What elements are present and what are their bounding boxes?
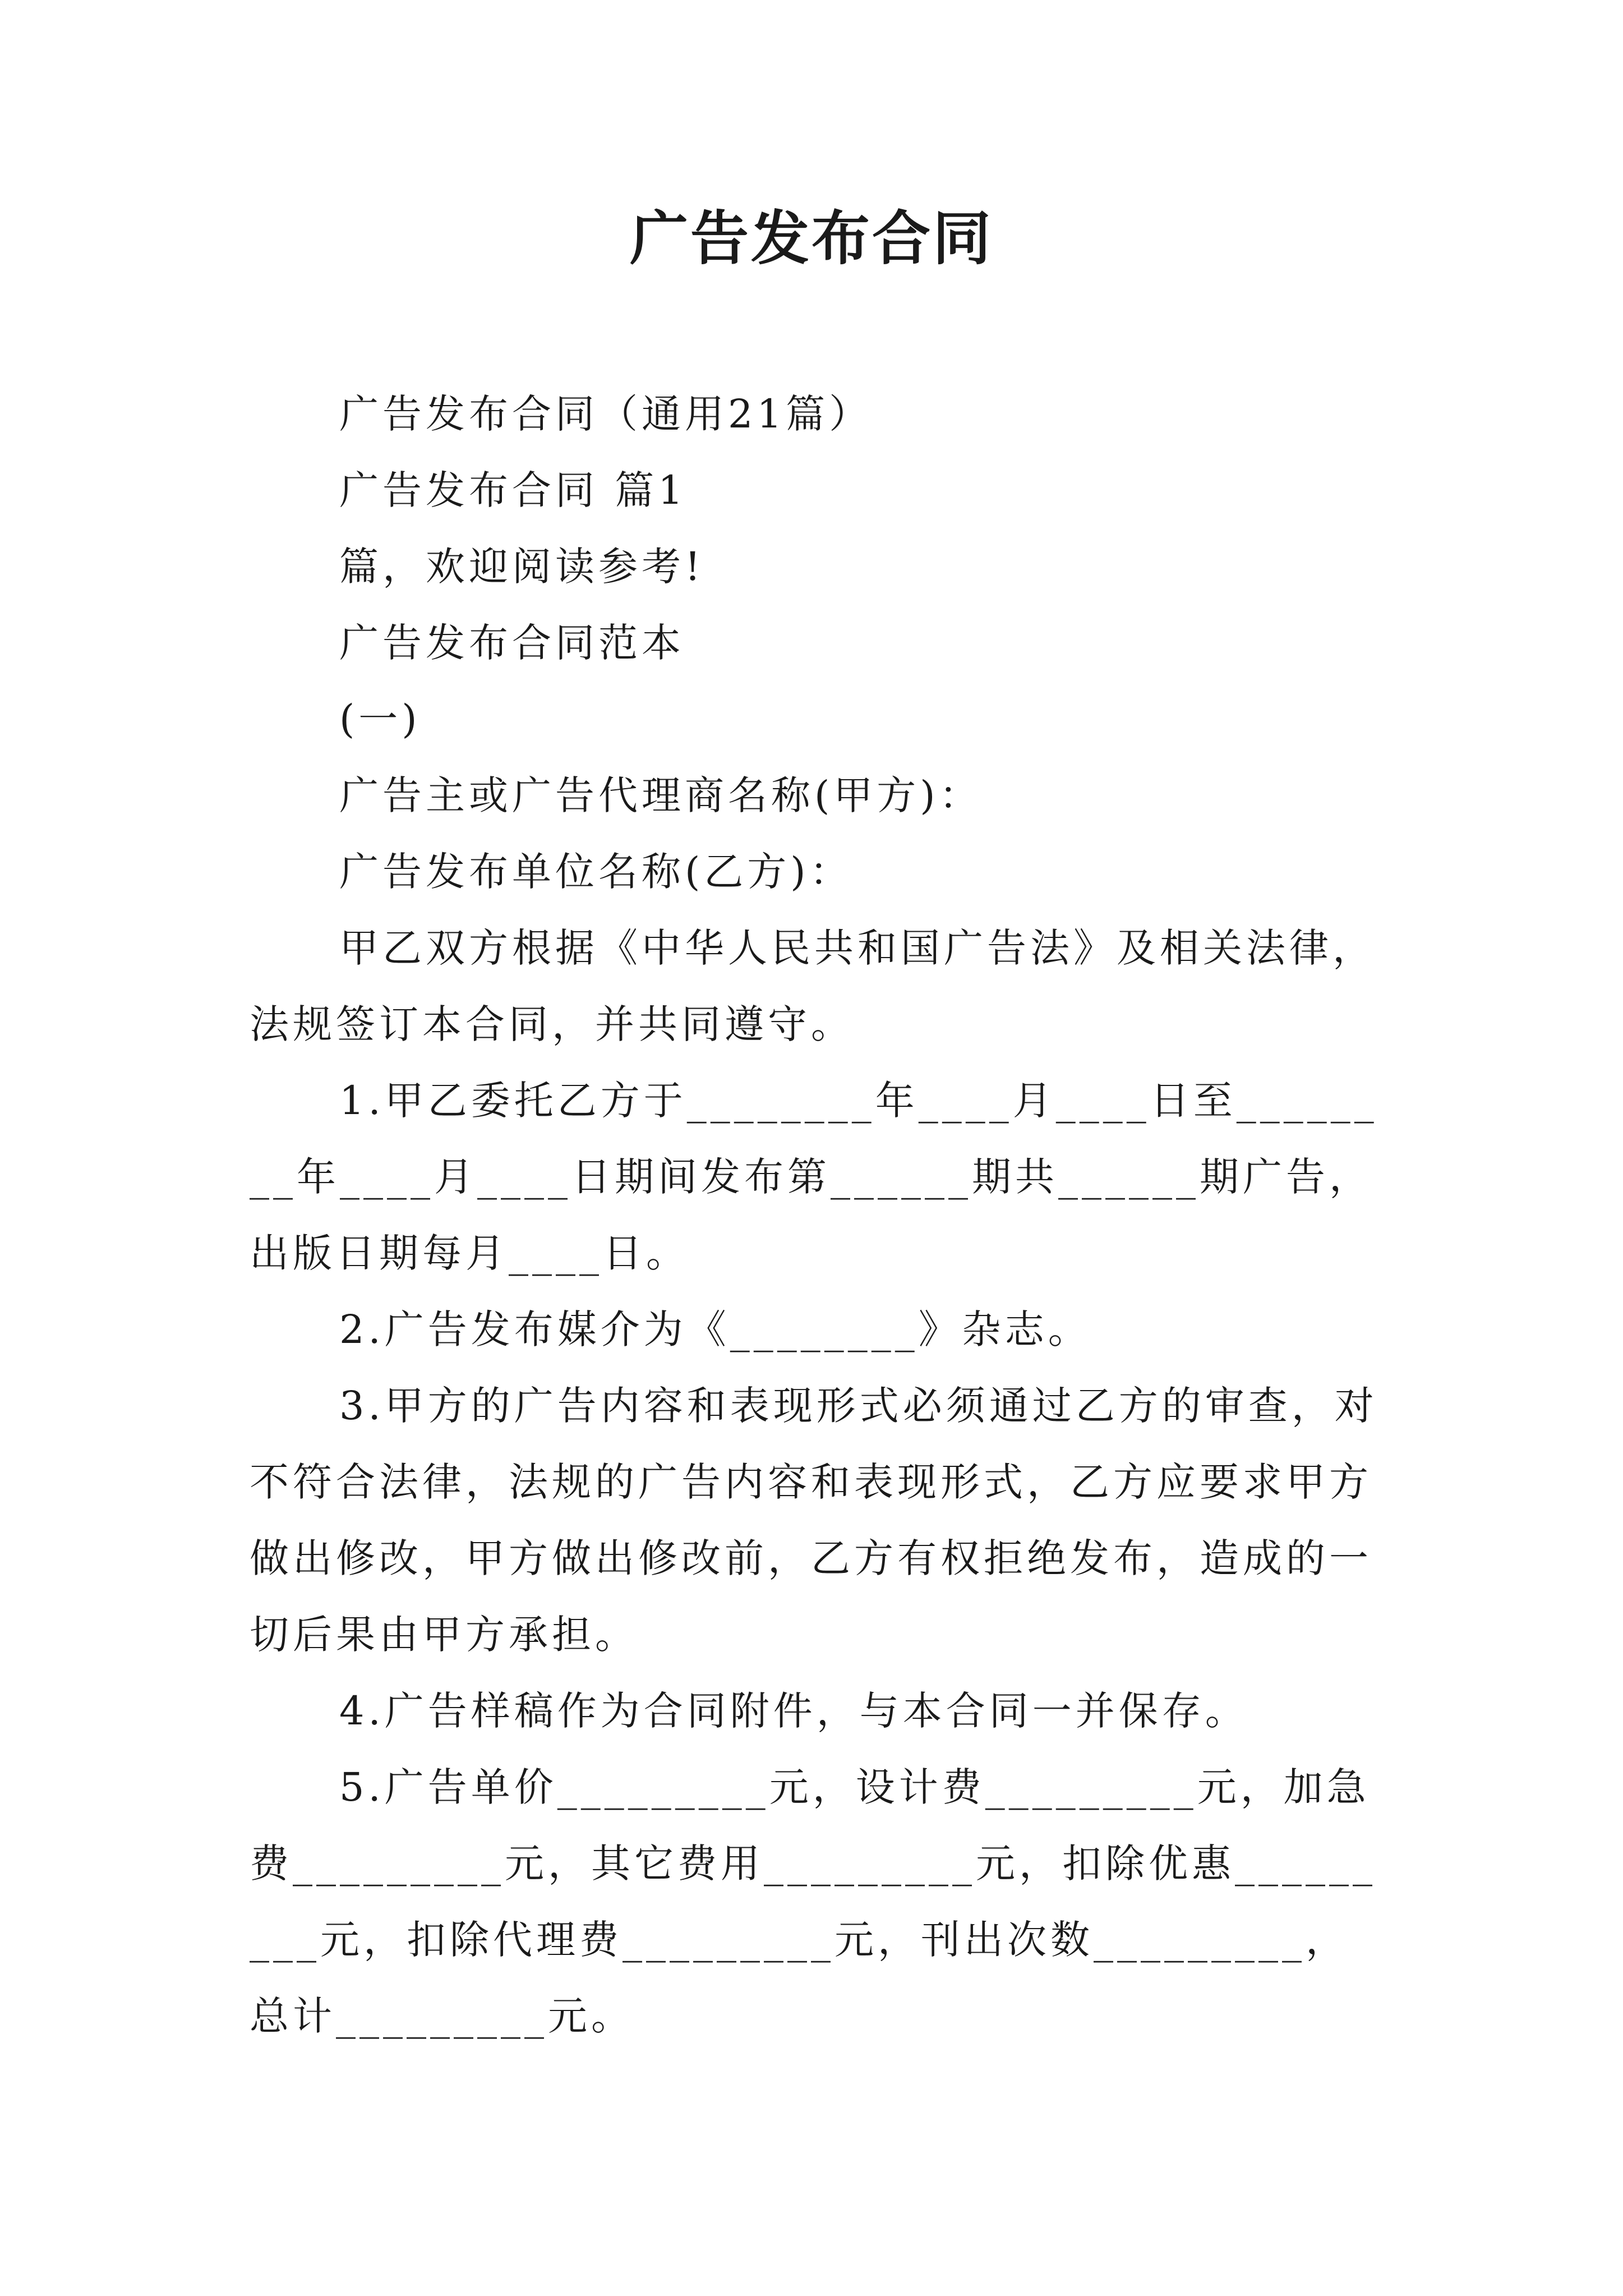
- document-body: [250, 376, 1388, 2054]
- paragraph-party-a: 广告主或广告代理商名称(甲方)：: [339, 772, 983, 818]
- clause-2: 2.广告发布媒介为《________》杂志。: [339, 1306, 1091, 1352]
- paragraph-template-heading: 广告发布合同范本: [339, 620, 685, 666]
- paragraph-preamble: 甲乙双方根据《中华人民共和国广告法》及相关法律，法规签订本合同，并共同遵守。: [250, 925, 1376, 1047]
- clause-3: 3.甲方的广告内容和表现形式必须通过乙方的审查，对不符合法律，法规的广告内容和表现形式，乙方应要求甲方做出修改，甲方做出修改前，乙方有权拒绝发布，造成的一切后果由甲方承担。: [250, 1383, 1378, 1658]
- clause-5: 5.广告单价_________元，设计费_________元，加急费_________元，其它费用_________元，扣除优惠_________元，扣除代理费_________元，刊出次数_________，总计_________元。: [250, 1764, 1376, 2039]
- paragraph-part-number: (一): [339, 696, 421, 742]
- paragraph-intro: 篇，欢迎阅读参考!: [339, 544, 705, 590]
- document-title: 广告发布合同: [629, 204, 993, 273]
- clause-4: 4.广告样稿作为合同附件，与本合同一并保存。: [339, 1688, 1248, 1734]
- paragraph-party-b: 广告发布单位名称(乙方)：: [339, 849, 853, 895]
- paragraph-subtitle: 广告发布合同（通用21篇）: [339, 391, 873, 437]
- paragraph-section-heading: 广告发布合同 篇1: [339, 467, 687, 513]
- clause-1: 1.甲乙委托乙方于________年____月____日至________年____月____日期间发布第______期共______期广告，出版日期每月____日。: [250, 1078, 1378, 1276]
